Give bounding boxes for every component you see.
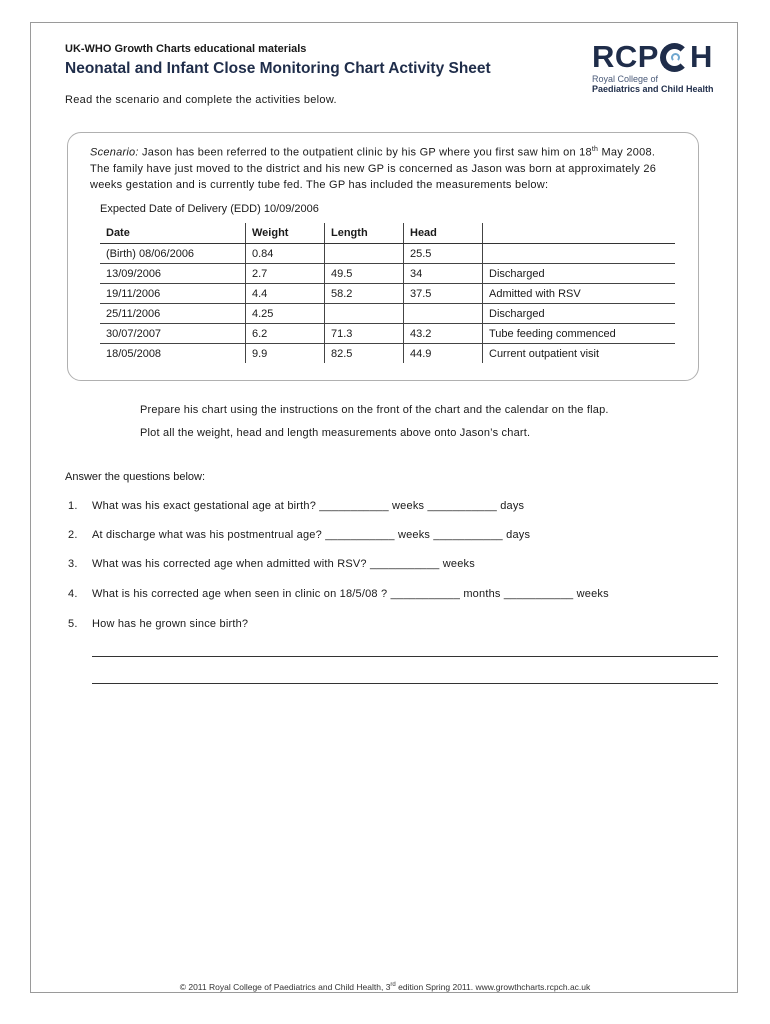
question-text: How has he grown since birth?	[92, 618, 249, 630]
question-text: What was his exact gestational age at birth? ___________ weeks ___________ days	[92, 500, 525, 512]
question-5	[68, 618, 248, 630]
cell-weight: 6.2	[246, 324, 325, 344]
logo-wordmark-left: RCP	[592, 39, 659, 74]
cell-head: 34	[404, 264, 483, 284]
question-number: 4.	[68, 588, 78, 600]
cell-notes: Discharged	[483, 264, 676, 284]
question-3	[68, 558, 475, 570]
rcpch-logo	[592, 40, 728, 100]
cell-weight: 0.84	[246, 244, 325, 264]
footer-part2: edition Spring 2011. www.growthcharts.rcpch.ac.uk	[395, 982, 591, 992]
question-2	[68, 529, 530, 541]
cell-date: 18/05/2008	[106, 347, 162, 360]
question-text: What was his corrected age when admitted with RSV? ___________ weeks	[92, 558, 475, 570]
cell-length: 49.5	[325, 264, 404, 284]
cell-notes: Current outpatient visit	[483, 344, 676, 364]
cell-date: 30/07/2007	[100, 324, 246, 344]
answer-line[interactable]	[92, 656, 718, 657]
cell-length: 58.2	[325, 284, 404, 304]
footer-part1: © 2011 Royal College of Paediatrics and Child Health, 3	[179, 982, 391, 992]
cell-notes: Tube feeding commenced	[483, 324, 676, 344]
table-row	[100, 324, 675, 344]
table-header-row	[100, 223, 675, 244]
cell-length: 71.3	[325, 324, 404, 344]
cell-head	[404, 304, 483, 324]
measurements-table	[100, 223, 675, 363]
scenario-sup: th	[591, 146, 599, 153]
scenario-label: Scenario:	[90, 146, 139, 159]
logo-c-icon	[660, 43, 689, 72]
cell-length	[325, 244, 404, 264]
question-number: 5.	[68, 618, 78, 630]
header-head: Head	[404, 223, 483, 244]
cell-head: 43.2	[404, 324, 483, 344]
scenario-text-part2: May 2008. The family have just moved to the district and his new GP is concerned as Jason was born at approximately 26 weeks gestation and is currently tube fed. The GP has included the measurements below:	[90, 146, 657, 191]
logo-line2: Paediatrics and Child Health	[592, 84, 714, 94]
cell-head: 44.9	[404, 344, 483, 364]
cell-length: 82.5	[325, 344, 404, 364]
header-length: Length	[325, 223, 404, 244]
question-number: 3.	[68, 558, 78, 570]
header-weight: Weight	[246, 223, 325, 244]
cell-date: (Birth) 08/06/2006	[100, 244, 246, 264]
cell-date: 19/11/2006	[100, 284, 246, 304]
logo-wordmark	[592, 40, 728, 74]
instruction-1: Prepare his chart using the instructions on the front of the chart and the calendar on the flap.	[140, 404, 609, 416]
cell-weight: 4.4	[246, 284, 325, 304]
table-row	[100, 284, 675, 304]
footer-sup: rd	[390, 982, 396, 989]
cell-weight: 4.25	[246, 304, 325, 324]
cell-weight: 2.7	[246, 264, 325, 284]
cell-notes	[483, 244, 676, 264]
question-text: What is his corrected age when seen in clinic on 18/5/08 ? ___________ months ___________ weeks	[92, 588, 609, 600]
question-text: At discharge what was his postmentrual age? ___________ weeks ___________ days	[92, 529, 531, 541]
intro-text: Read the scenario and complete the activities below.	[65, 94, 337, 106]
page-title: Neonatal and Infant Close Monitoring Chart Activity Sheet	[65, 60, 491, 77]
table-row	[100, 264, 675, 284]
cell-length	[325, 304, 404, 324]
question-4	[68, 588, 609, 600]
header-notes	[483, 223, 676, 244]
question-number: 2.	[68, 529, 78, 541]
question-number: 1.	[68, 500, 78, 512]
header-date: Date	[100, 223, 246, 244]
cell-notes: Discharged	[483, 304, 676, 324]
cell-date: 13/09/2006	[100, 264, 246, 284]
logo-line1: Royal College of	[592, 74, 659, 84]
scenario-text-part1: Jason has been referred to the outpatient clinic by his GP where you first saw him on 18	[138, 146, 592, 159]
table-row	[100, 304, 675, 324]
question-1	[68, 500, 524, 512]
page-subtitle: UK-WHO Growth Charts educational materials	[65, 43, 307, 55]
answer-line[interactable]	[92, 683, 718, 684]
questions-heading: Answer the questions below:	[65, 471, 206, 483]
table-row	[100, 344, 675, 364]
scenario-text	[90, 142, 675, 193]
instruction-2: Plot all the weight, head and length measurements above onto Jason’s chart.	[140, 427, 531, 439]
logo-wordmark-right: H	[689, 39, 713, 74]
footer	[0, 982, 770, 992]
cell-weight: 9.9	[246, 344, 325, 364]
edd-text: Expected Date of Delivery (EDD) 10/09/2006	[100, 203, 319, 215]
cell-date: 25/11/2006	[100, 304, 246, 324]
table-row	[100, 244, 675, 264]
cell-head: 37.5	[404, 284, 483, 304]
cell-notes: Admitted with RSV	[483, 284, 676, 304]
cell-head: 25.5	[404, 244, 483, 264]
